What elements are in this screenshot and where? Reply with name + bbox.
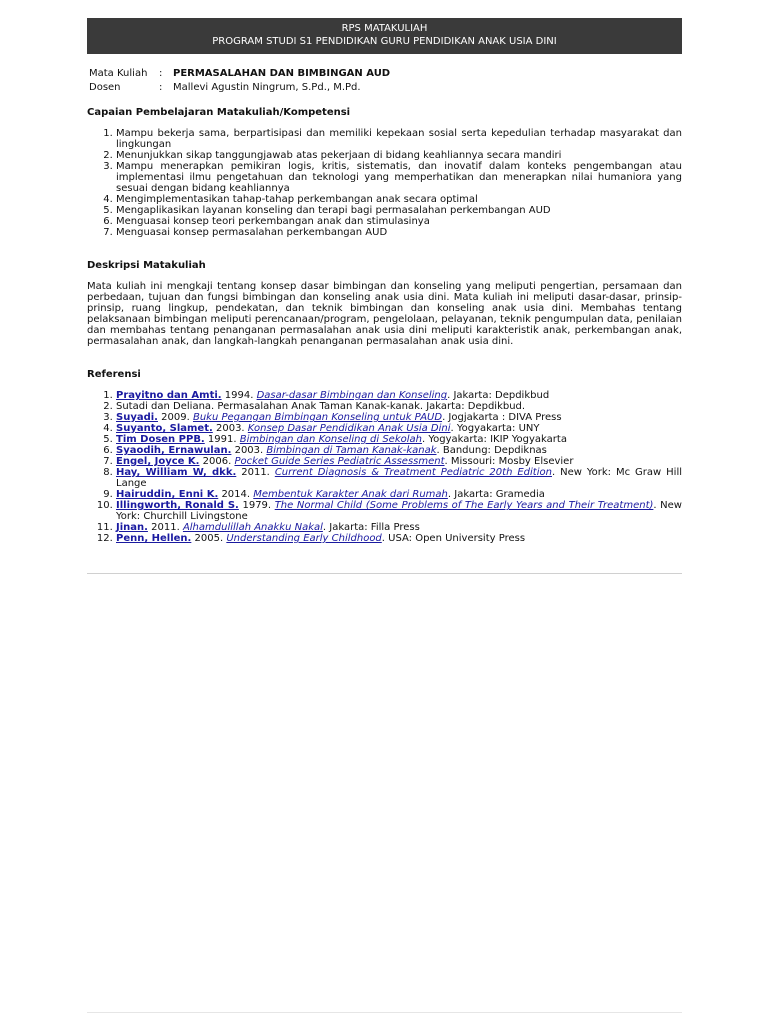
reference-author-link[interactable]: Suyadi. xyxy=(116,412,158,423)
reference-item xyxy=(116,522,682,533)
outcome-item: 4. Mengimplementasikan tahap-tahap perkembangan anak secara optimal xyxy=(116,194,682,205)
outcomes-list xyxy=(87,128,682,238)
reference-title-link[interactable]: Current Diagnosis & Treatment Pediatric 20th Edition xyxy=(274,467,552,478)
reference-publisher: . Jakarta: Gramedia xyxy=(447,489,545,500)
document-header xyxy=(87,18,682,54)
description-heading: Deskripsi Matakuliah xyxy=(87,260,206,271)
outcome-item: 6. Menguasai konsep teori perkembangan anak dan stimulasinya xyxy=(116,216,682,227)
reference-title-link[interactable]: Membentuk Karakter Anak dari Rumah xyxy=(253,489,448,500)
reference-item xyxy=(116,401,682,412)
reference-publisher: Sutadi dan Deliana. Permasalahan Anak Taman Kanak-kanak. Jakarta: Depdikbud. xyxy=(116,401,526,412)
reference-year: 2011. xyxy=(236,467,275,478)
reference-year: 1979. xyxy=(238,500,275,511)
reference-year: 2006. xyxy=(199,456,235,467)
reference-title-link[interactable]: Alhamdulillah Anakku Nakal xyxy=(182,522,323,533)
reference-item xyxy=(116,456,682,467)
reference-publisher: . Jogjakarta : DIVA Press xyxy=(442,412,562,423)
reference-year: 2003. xyxy=(231,445,267,456)
reference-author-link[interactable]: Hairuddin, Enni K. xyxy=(116,489,219,500)
reference-year: 2011. xyxy=(147,522,183,533)
reference-item xyxy=(116,445,682,456)
reference-title-link[interactable]: The Normal Child (Some Problems of The Early Years and Their Treatment) xyxy=(274,500,654,511)
document-page xyxy=(87,18,682,544)
reference-year: 2005. xyxy=(191,533,227,544)
reference-publisher: . Missouri: Mosby Elsevier xyxy=(444,456,574,467)
reference-title-link[interactable]: Bimbingan di Taman Kanak-kanak xyxy=(266,445,437,456)
reference-item xyxy=(116,500,682,522)
outcomes-heading: Capaian Pembelajaran Matakuliah/Kompetensi xyxy=(87,107,351,118)
reference-item xyxy=(116,423,682,434)
reference-publisher: . USA: Open University Press xyxy=(381,533,526,544)
course-label: Mata Kuliah xyxy=(89,68,148,79)
reference-author-link[interactable]: Jinan. xyxy=(116,522,148,533)
header-subtitle: PROGRAM STUDI S1 PENDIDIKAN GURU PENDIDIKAN ANAK USIA DINI xyxy=(212,36,557,47)
reference-author-link[interactable]: Engel, Joyce K. xyxy=(116,456,200,467)
reference-publisher: . Yogyakarta: IKIP Yogyakarta xyxy=(421,434,567,445)
outcome-item: 7. Menguasai konsep permasalahan perkembangan AUD xyxy=(116,227,682,238)
course-meta-table xyxy=(89,67,390,95)
course-name: PERMASALAHAN DAN BIMBINGAN AUD xyxy=(173,68,391,79)
reference-author-link[interactable]: Hay, William W, dkk. xyxy=(116,467,237,478)
reference-item xyxy=(116,412,682,423)
reference-publisher: . Jakarta: Depdikbud xyxy=(447,390,550,401)
reference-publisher: . Bandung: Depdiknas xyxy=(436,445,547,456)
reference-year: 2014. xyxy=(218,489,254,500)
header-title: RPS MATAKULIAH xyxy=(341,23,428,34)
reference-title-link[interactable]: Pocket Guide Series Pediatric Assessment xyxy=(234,456,445,467)
course-separator: : xyxy=(159,68,163,79)
reference-author-link[interactable]: Penn, Hellen. xyxy=(116,533,192,544)
lecturer-separator: : xyxy=(159,82,163,93)
reference-title-link[interactable]: Dasar-dasar Bimbingan dan Konseling xyxy=(256,390,448,401)
reference-publisher: . Jakarta: Filla Press xyxy=(322,522,420,533)
reference-author-link[interactable]: Syaodih, Ernawulan. xyxy=(116,445,232,456)
reference-author-link[interactable]: Prayitno dan Amti. xyxy=(116,390,222,401)
course-row xyxy=(89,67,390,81)
reference-year: 2003. xyxy=(212,423,248,434)
reference-item xyxy=(116,533,682,544)
page-bottom-divider xyxy=(87,1012,682,1013)
lecturer-label: Dosen xyxy=(89,82,121,93)
lecturer-name: Mallevi Agustin Ningrum, S.Pd., M.Pd. xyxy=(173,82,361,93)
reference-item xyxy=(116,434,682,445)
reference-item xyxy=(116,467,682,489)
reference-year: 2009. xyxy=(157,412,193,423)
reference-year: 1991. xyxy=(204,434,240,445)
lecturer-row xyxy=(89,81,390,95)
reference-title-link[interactable]: Konsep Dasar Pendidikan Anak Usia Dini xyxy=(247,423,451,434)
outcome-item: 1. Mampu bekerja sama, berpartisipasi dan memiliki kepekaan sosial serta kepedulian terhadap masyarakat dan lingkungan xyxy=(116,128,682,150)
reference-publisher: . New York: Churchill Livingstone xyxy=(116,500,682,522)
reference-author-link[interactable]: Suyanto, Slamet. xyxy=(116,423,213,434)
description-text: Mata kuliah ini mengkaji tentang konsep dasar bimbingan dan konseling yang meliputi pengertian, persamaan dan perbedaan, tujuan dan fungsi bimbingan dan konseling anak usia dini. Mata kuliah ini meliputi dasar-dasar, prinsip-prinsip, ruang lingkup, pendekatan, dan teknik bimbingan dan konseling anak usia dini. Membahas tentang pelaksanaan bimbingan meliputi perencanaan/program, pengelolaan, pelayanan, teknik pengumpulan data, penilaian dan membahas tentang penanganan permasalahan anak usia dini meliputi karakteristik anak, perkembangan anak, permasalahan anak, dan langkah-langkah penanganan permasalahan anak usia dini. xyxy=(87,281,682,347)
outcome-item: 5. Mengaplikasikan layanan konseling dan terapi bagi permasalahan perkembangan AUD xyxy=(116,205,682,216)
reference-year: 1994. xyxy=(221,390,257,401)
reference-publisher: . New York: Mc Graw Hill Lange xyxy=(116,467,682,489)
reference-author-link[interactable]: Tim Dosen PPB. xyxy=(116,434,205,445)
reference-item xyxy=(116,390,682,401)
outcome-item: 3. Mampu menerapkan pemikiran logis, kritis, sistematis, dan inovatif dalam konteks pengembangan atau implementasi ilmu pengetahuan dan teknologi yang memperhatikan dan menerapkan nilai humaniora yang sesuai dengan bidang keahliannya xyxy=(116,161,682,194)
reference-author-link[interactable]: Illingworth, Ronald S. xyxy=(116,500,239,511)
reference-item xyxy=(116,489,682,500)
reference-publisher: . Yogyakarta: UNY xyxy=(450,423,540,434)
divider xyxy=(87,573,682,574)
references-list xyxy=(87,390,682,544)
reference-title-link[interactable]: Buku Pegangan Bimbingan Konseling untuk PAUD xyxy=(192,412,443,423)
references-heading: Referensi xyxy=(87,369,141,380)
reference-title-link[interactable]: Bimbingan dan Konseling di Sekolah xyxy=(239,434,422,445)
outcome-item: 2. Menunjukkan sikap tanggungjawab atas pekerjaan di bidang keahliannya secara mandiri xyxy=(116,150,682,161)
reference-title-link[interactable]: Understanding Early Childhood xyxy=(226,533,382,544)
